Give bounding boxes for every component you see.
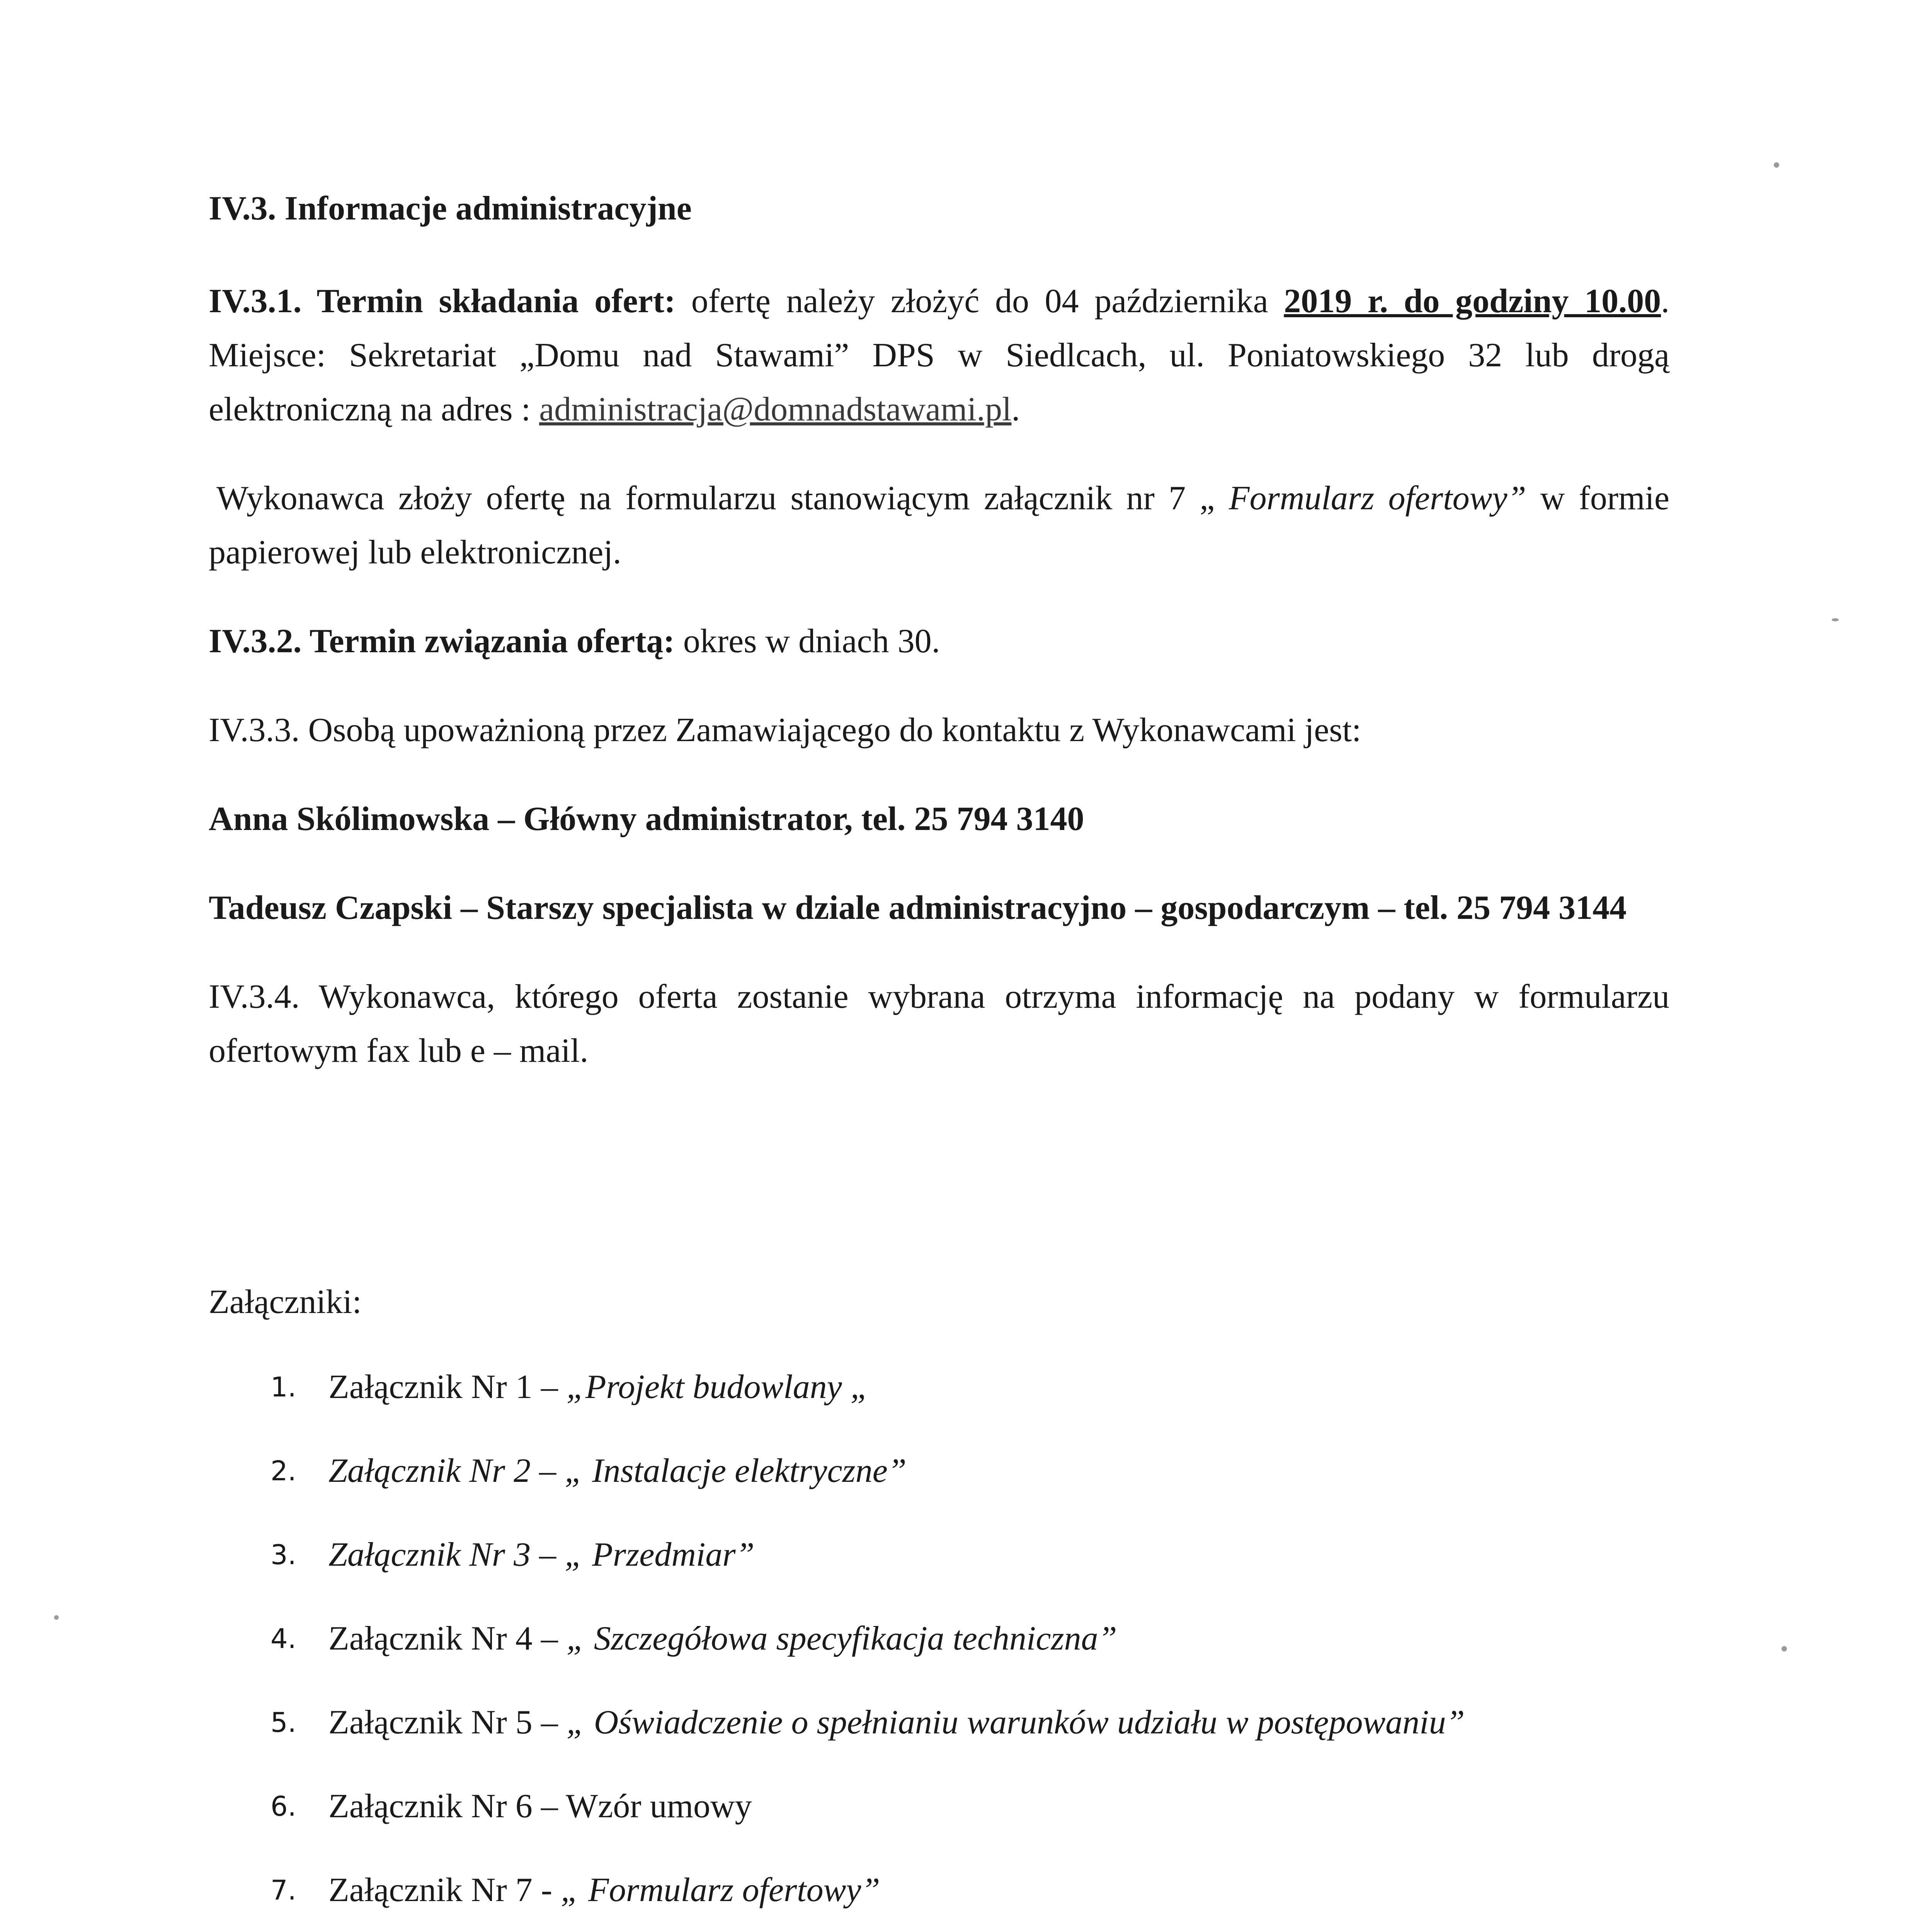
attachment-prefix: Załącznik Nr 7 - bbox=[328, 1871, 561, 1909]
paragraph-contact-person bbox=[209, 703, 1669, 757]
form-title: Formularz ofertowy” bbox=[1229, 480, 1526, 517]
attachments-list bbox=[271, 1360, 1662, 1932]
deadline-date: 2019 r. do godziny 10.00 bbox=[1284, 282, 1661, 320]
contact-tadeusz: Tadeusz Czapski – Starszy specjalista w dziale administracyjno – gospodarczym – tel. 25 794 3144 bbox=[209, 889, 1627, 927]
attachment-prefix: Załącznik Nr 1 – bbox=[328, 1368, 567, 1406]
clause-label: IV.3.3. bbox=[209, 711, 300, 749]
attachment-item bbox=[271, 1528, 1662, 1612]
attachment-number: 2. bbox=[271, 1455, 296, 1487]
attachment-item bbox=[271, 1696, 1662, 1779]
attachment-prefix: Załącznik Nr 6 – Wzór umowy bbox=[328, 1787, 752, 1825]
scan-speck bbox=[1832, 618, 1839, 621]
clause-text: okres w dniach 30. bbox=[674, 622, 940, 660]
scan-speck bbox=[54, 1615, 59, 1620]
clause-label: IV.3.4. bbox=[209, 978, 300, 1015]
attachment-prefix: Załącznik Nr 4 – bbox=[328, 1620, 567, 1657]
paragraph-offer-form bbox=[209, 471, 1669, 580]
attachment-item bbox=[271, 1612, 1662, 1696]
document-body bbox=[209, 182, 1669, 1113]
clause-label: IV.3.2. Termin związania ofertą: bbox=[209, 622, 675, 660]
clause-label: IV.3.1. Termin składania ofert: bbox=[209, 282, 676, 320]
attachment-title: „ Szczegółowa specyfikacja techniczna” bbox=[566, 1620, 1117, 1657]
clause-end: . bbox=[1011, 391, 1020, 428]
email-link[interactable]: administracja@domnadstawami.pl bbox=[539, 391, 1012, 428]
scan-speck bbox=[1782, 1646, 1787, 1651]
attachments-heading: Załączniki: bbox=[209, 1283, 362, 1321]
attachment-title: Załącznik Nr 3 – „ Przedmiar” bbox=[328, 1536, 755, 1573]
paragraph-offer-deadline bbox=[209, 274, 1669, 437]
attachment-number: 3. bbox=[271, 1539, 296, 1571]
contact-anna: Anna Skólimowska – Główny administrator, tel. 25 794 3140 bbox=[209, 800, 1084, 838]
attachment-number: 4. bbox=[271, 1623, 296, 1655]
attachment-title: „Projekt budowlany „ bbox=[566, 1368, 870, 1406]
attachment-item bbox=[271, 1360, 1662, 1444]
section-title: IV.3. Informacje administracyjne bbox=[209, 190, 692, 227]
clause-text: ofertę należy złożyć do 04 października bbox=[676, 282, 1284, 320]
scan-speck bbox=[1774, 162, 1779, 168]
attachment-number: 6. bbox=[271, 1791, 296, 1822]
attachment-title: „ Oświadczenie o spełnianiu warunków udziału w postępowaniu” bbox=[566, 1704, 1465, 1741]
attachment-title: Załącznik Nr 2 – „ Instalacje elektryczne” bbox=[328, 1452, 907, 1490]
clause-text: Wykonawca, którego oferta zostanie wybrana otrzyma informację na podany w formularzu ofertowym fax lub e – mail. bbox=[209, 978, 1669, 1070]
attachment-item bbox=[271, 1444, 1662, 1528]
clause-text: . Miejsce: Sekretariat „Domu nad Stawami” DPS w Siedlcach, ul. Poniatowskiego 32 lub drogą elektroniczną na adres : bbox=[209, 282, 1669, 428]
attachment-item bbox=[271, 1779, 1662, 1863]
attachment-item bbox=[271, 1863, 1662, 1932]
attachment-title: „ Formularz ofertowy” bbox=[561, 1871, 880, 1909]
clause-text: w formie papierowej lub elektronicznej. bbox=[209, 480, 1669, 571]
attachment-number: 1. bbox=[271, 1371, 296, 1403]
clause-text: Osobą upoważnioną przez Zamawiającego do kontaktu z Wykonawcami jest: bbox=[299, 711, 1361, 749]
paragraph-notification bbox=[209, 970, 1669, 1078]
paragraph-binding-period bbox=[209, 614, 1669, 668]
attachment-number: 7. bbox=[271, 1874, 296, 1906]
attachment-prefix: Załącznik Nr 5 – bbox=[328, 1704, 567, 1741]
clause-text: Wykonawca złoży ofertę na formularzu stanowiącym załącznik nr 7 „ bbox=[216, 480, 1229, 517]
attachment-number: 5. bbox=[271, 1707, 296, 1738]
